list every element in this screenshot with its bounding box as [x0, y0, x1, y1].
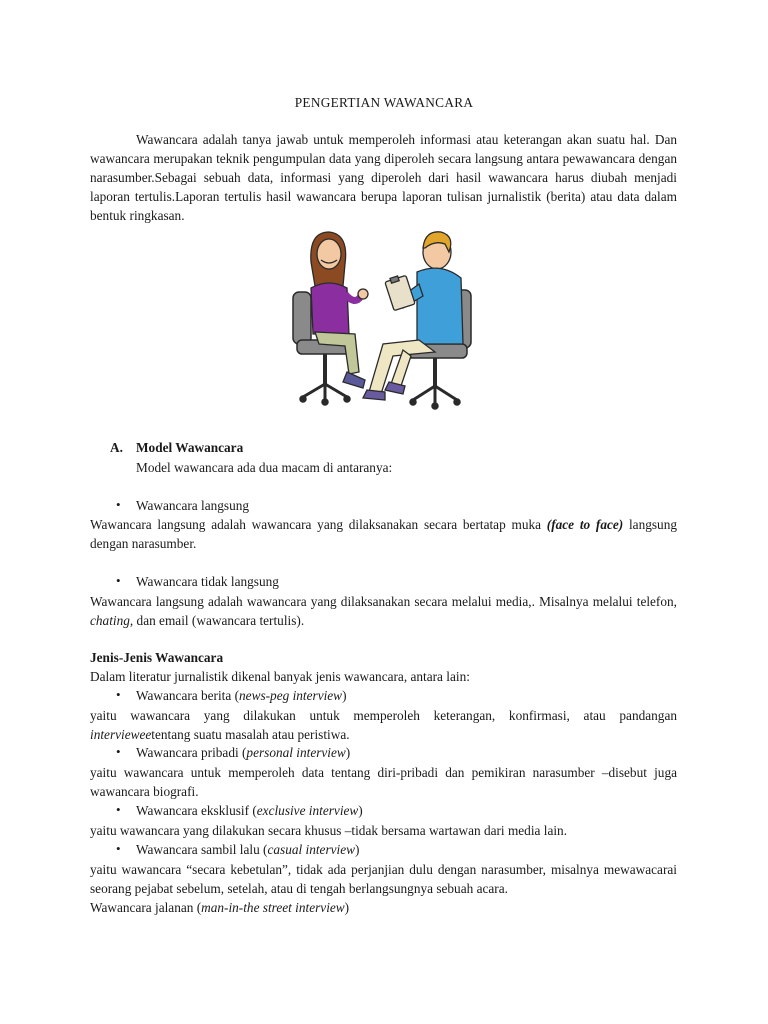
bullet-marker: • — [116, 744, 121, 759]
desc-wawancara-eksklusif: yaitu wawancara yang dilakukan secara khusus –tidak bersama wartawan dari media lain. — [90, 823, 568, 838]
bullet-wawancara-sambil-lalu: Wawancara sambil lalu (casual interview) — [136, 842, 360, 857]
section-a-marker: A. — [110, 440, 123, 455]
desc-wawancara-langsung: Wawancara langsung adalah wawancara yang dilaksanakan secara bertatap muka (face to face) langsung dengan narasumber. — [90, 517, 677, 551]
woman-figure — [311, 232, 368, 388]
bullet-wawancara-pribadi: Wawancara pribadi (personal interview) — [136, 745, 351, 760]
jenis-heading: Jenis-Jenis Wawancara — [90, 650, 224, 665]
section-a-lead: Model wawancara ada dua macam di antaranya: — [136, 460, 393, 475]
bullet-wawancara-tidak-langsung: Wawancara tidak langsung — [136, 574, 279, 589]
intro-paragraph: Wawancara adalah tanya jawab untuk memperoleh informasi atau keterangan akan suatu hal. Dan wawancara merupakan teknik pengumpulan data yang diperoleh secara langsung antara pewawancara dengan narasumber.Sebagai sebuah data, informasi yang diperoleh dari hasil wawancara harus diubah menjadi laporan tertulis.Laporan tertulis hasil wawancara berupa laporan tulisan jurnalistik (berita) atau data dalam bentuk ringkasan. — [90, 132, 677, 223]
desc-wawancara-sambil-lalu: yaitu wawancara “secara kebetulan”, tidak ada perjanjian dulu dengan narasumber, misalnya mewawacarai seorang pejabat sebelum, setelah, atau di tengah berlangsungnya sebuah acara. — [90, 862, 677, 896]
desc-wawancara-pribadi: yaitu wawancara untuk memperoleh data tentang diri-pribadi dan pemikiran narasumber –disebut juga wawancara biografi. — [90, 765, 677, 799]
bullet-marker: • — [116, 802, 121, 817]
bullet-marker: • — [116, 573, 121, 588]
bullet-wawancara-langsung: Wawancara langsung — [136, 498, 250, 513]
wawancara-jalanan: Wawancara jalanan (man-in-the street interview) — [90, 900, 350, 915]
bullet-marker: • — [116, 497, 121, 512]
jenis-lead: Dalam literatur jurnalistik dikenal banyak jenis wawancara, antara lain: — [90, 669, 470, 684]
bullet-marker: • — [116, 687, 121, 702]
page-title: PENGERTIAN WAWANCARA — [294, 95, 474, 110]
two-people-interview-illustration — [285, 222, 485, 422]
desc-wawancara-tidak-langsung: Wawancara langsung adalah wawancara yang dilaksanakan secara melalui media,. Misalnya melalui telefon, chating, dan email (wawancara tertulis). — [90, 594, 677, 628]
bullet-wawancara-eksklusif: Wawancara eksklusif (exclusive interview) — [136, 803, 363, 818]
bullet-marker: • — [116, 841, 121, 856]
section-a-heading: Model Wawancara — [136, 440, 244, 455]
man-figure — [363, 232, 463, 400]
bullet-wawancara-berita: Wawancara berita (news-peg interview) — [136, 688, 347, 703]
desc-wawancara-berita: yaitu wawancara yang dilakukan untuk memperoleh keterangan, konfirmasi, atau pandangan intervieweetentang suatu masalah atau peristiwa. — [90, 708, 677, 742]
